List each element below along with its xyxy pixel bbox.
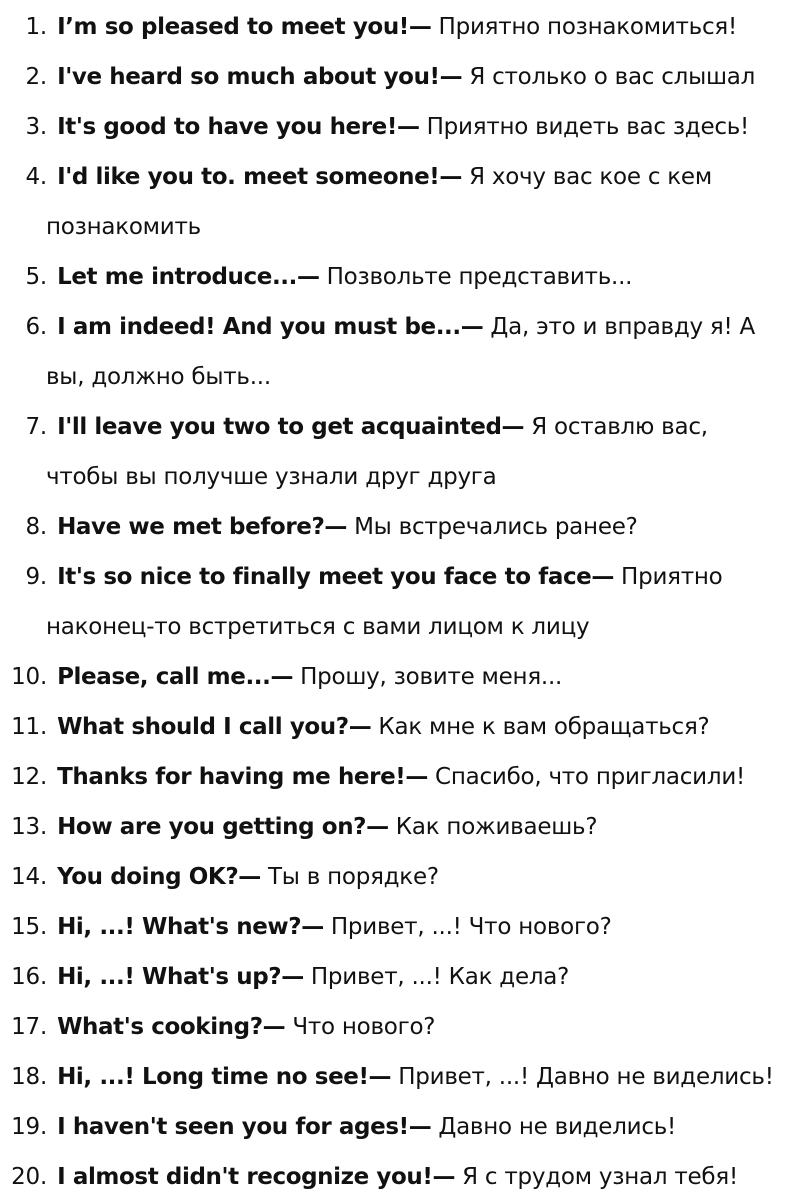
item-number: 20. [11,1164,47,1190]
item-number: 15. [11,914,47,940]
list-item [0,1152,800,1202]
russian-translation: Привет, ...! Давно не виделись! [398,1064,774,1090]
list-item [0,952,800,1002]
english-phrase: Thanks for having me here!— [57,764,428,790]
russian-translation: Что нового? [292,1014,436,1040]
list-item-continuation [0,602,800,652]
english-phrase: Hi, ...! Long time no see!— [57,1064,392,1090]
list-item [0,1002,800,1052]
english-phrase: What's cooking?— [57,1014,286,1040]
russian-translation: Как поживаешь? [395,814,598,840]
list-item [0,552,800,602]
list-item [0,802,800,852]
english-phrase: Have we met before?— [57,514,348,540]
russian-translation: Да, это и вправду я! А [490,314,756,340]
english-phrase: Let me introduce...— [57,264,320,290]
item-number: 7. [25,414,47,440]
list-item-continuation [0,352,800,402]
list-item [0,152,800,202]
list-item [0,902,800,952]
item-number: 3. [25,114,47,140]
item-number: 19. [11,1114,47,1140]
item-number: 18. [11,1064,47,1090]
list-item [0,852,800,902]
russian-translation: Приятно [621,564,723,590]
russian-translation: Приятно видеть вас здесь! [426,114,750,140]
item-number: 17. [11,1014,47,1040]
list-item [0,1052,800,1102]
list-item [0,302,800,352]
english-phrase: What should I call you?— [57,714,372,740]
english-phrase: I'd like you to. meet someone!— [57,164,462,190]
russian-translation: Ты в порядке? [267,864,439,890]
list-item [0,752,800,802]
item-number: 6. [25,314,47,340]
russian-translation-continued: чтобы вы получше узнали друг друга [46,464,497,490]
item-number: 11. [11,714,47,740]
list-item [0,402,800,452]
russian-translation: Мы встречались ранее? [354,514,638,540]
list-item [0,502,800,552]
russian-translation: Как мне к вам обращаться? [378,714,710,740]
russian-translation: Спасибо, что пригласили! [435,764,745,790]
item-number: 13. [11,814,47,840]
list-item [0,1102,800,1152]
russian-translation: Я хочу вас кое с кем [469,164,712,190]
russian-translation-continued: наконец-то встретиться с вами лицом к лицу [46,614,590,640]
russian-translation-continued: познакомить [46,214,201,240]
russian-translation: Привет, ...! Как дела? [310,964,570,990]
item-number: 9. [25,564,47,590]
english-phrase: I almost didn't recognize you!— [57,1164,456,1190]
english-phrase: Hi, ...! What's new?— [57,914,324,940]
russian-translation: Я оставлю вас, [531,414,708,440]
list-item-continuation [0,452,800,502]
item-number: 14. [11,864,47,890]
list-item [0,102,800,152]
russian-translation: Позвольте представить... [326,264,633,290]
english-phrase: I am indeed! And you must be...— [57,314,484,340]
english-phrase: It's so nice to finally meet you face to face— [57,564,614,590]
list-item [0,52,800,102]
russian-translation: Я с трудом узнал тебя! [462,1164,738,1190]
russian-translation: Приятно познакомиться! [438,14,737,40]
list-item [0,2,800,52]
item-number: 10. [11,664,47,690]
english-phrase: I'll leave you two to get acquainted— [57,414,525,440]
english-phrase: I’m so pleased to meet you!— [57,14,432,40]
russian-translation: Давно не виделись! [438,1114,677,1140]
item-number: 1. [25,14,47,40]
item-number: 4. [25,164,47,190]
item-number: 16. [11,964,47,990]
item-number: 8. [25,514,47,540]
russian-translation: Привет, ...! Что нового? [330,914,612,940]
item-number: 12. [11,764,47,790]
list-item [0,652,800,702]
english-phrase: How are you getting on?— [57,814,389,840]
item-number: 5. [25,264,47,290]
english-phrase: Please, call me...— [57,664,294,690]
english-phrase: It's good to have you here!— [57,114,420,140]
list-item [0,252,800,302]
russian-translation: Я столько о вас слышал [469,64,756,90]
list-item-continuation [0,202,800,252]
english-phrase: I've heard so much about you!— [57,64,463,90]
list-item [0,702,800,752]
russian-translation-continued: вы, должно быть... [46,364,271,390]
russian-translation: Прошу, зовите меня... [300,664,563,690]
english-phrase: You doing OK?— [57,864,261,890]
english-phrase: Hi, ...! What's up?— [57,964,304,990]
english-phrase: I haven't seen you for ages!— [57,1114,432,1140]
item-number: 2. [25,64,47,90]
